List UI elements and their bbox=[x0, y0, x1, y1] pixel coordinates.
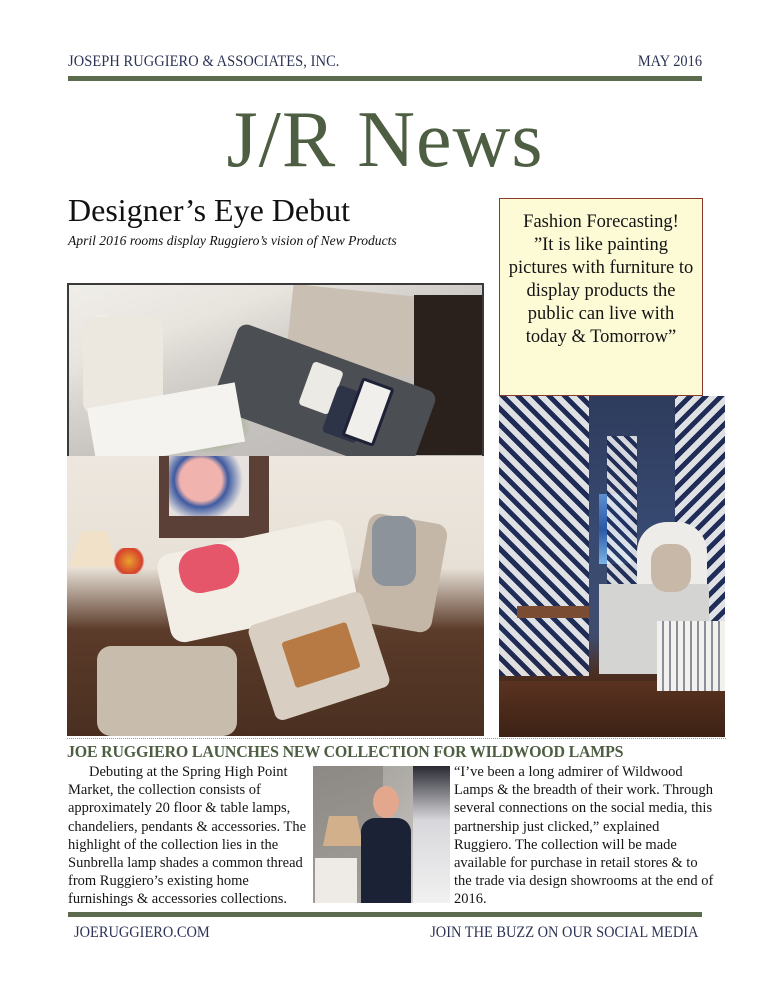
man-in-blazer bbox=[361, 818, 411, 903]
striped-chair bbox=[657, 621, 725, 691]
issue-date: MAY 2016 bbox=[637, 53, 702, 70]
woman-reading bbox=[651, 544, 691, 592]
photo-bedroom-canopy bbox=[499, 396, 725, 737]
pedestal bbox=[315, 858, 357, 903]
article-column-left bbox=[68, 763, 312, 909]
man-in-chair bbox=[372, 516, 416, 586]
photo-joe-ruggiero bbox=[313, 766, 450, 903]
man-head bbox=[373, 786, 399, 818]
lamp-shade bbox=[323, 816, 363, 846]
website-link[interactable]: JOERUGGIERO.COM bbox=[74, 924, 210, 941]
side-table bbox=[517, 606, 589, 696]
quote-callout bbox=[499, 198, 703, 396]
article-paragraph: Debuting at the Spring High Point Market, the collection consists of approximately 20 floor & table lamps, chandeliers, pendants & accessories. The highlight of the collection lies in the Sunbrella lamp shades a common thread from Ruggiero’s existing home furnishings & accessories collections. bbox=[68, 764, 307, 908]
flowers bbox=[111, 548, 147, 574]
photo-living-room-gray-sofa bbox=[67, 283, 484, 456]
article-heading: JOE RUGGIERO LAUNCHES NEW COLLECTION FOR WILDWOOD LAMPS bbox=[67, 742, 624, 761]
article-column-right bbox=[454, 763, 714, 909]
spotted-armchair bbox=[97, 646, 237, 736]
showroom-background bbox=[413, 766, 450, 903]
section-divider bbox=[67, 738, 726, 739]
social-media-link[interactable]: JOIN THE BUZZ ON OUR SOCIAL MEDIA bbox=[429, 924, 698, 941]
bookshelf bbox=[414, 295, 484, 455]
feature-subhead: April 2016 rooms display Ruggiero’s vision of New Products bbox=[68, 234, 397, 249]
callout-title: Fashion Forecasting! bbox=[523, 212, 679, 232]
footer-rule bbox=[68, 912, 702, 917]
company-name: JOSEPH RUGGIERO & ASSOCIATES, INC. bbox=[68, 53, 340, 70]
callout-quote: ”It is like painting pictures with furniture to display products the public can live with today & Tomorrow” bbox=[508, 235, 694, 347]
newsletter-title: J/R News bbox=[226, 96, 544, 184]
article-quote-paragraph: “I’ve been a long admirer of Wildwood Lamps & the breadth of their work. Through several connections on the social media, this partnership just clicked,” explained Ruggiero. The collection will be made available for purchase in retail stores & to the trade via design showrooms at the end of 2016. bbox=[454, 764, 714, 908]
photo-living-room-overhead bbox=[67, 456, 484, 736]
header-rule bbox=[68, 76, 702, 81]
feature-headline: Designer’s Eye Debut bbox=[68, 192, 350, 228]
painting-detail bbox=[169, 456, 249, 516]
